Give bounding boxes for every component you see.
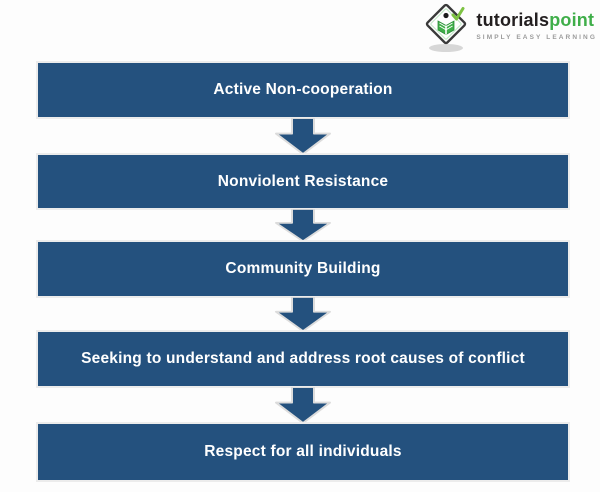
tutorialspoint-diamond-icon	[420, 2, 474, 54]
flow-step-community-building	[38, 242, 568, 296]
down-arrow-icon	[274, 118, 332, 155]
flow-step-label: Community Building	[225, 260, 381, 277]
brand-name-point: point	[549, 10, 595, 30]
flow-step-label: Active Non-cooperation	[213, 81, 393, 98]
down-arrow-icon	[274, 297, 332, 332]
down-arrow-icon	[274, 209, 332, 242]
logo-text	[476, 11, 597, 41]
brand-name-tutorials: tutorials	[476, 10, 550, 30]
brand-name	[476, 10, 594, 30]
flow-step-nonviolent-resistance	[38, 155, 568, 208]
flow-step-label: Nonviolent Resistance	[217, 172, 389, 190]
logo-tagline: SIMPLY EASY LEARNING	[476, 34, 597, 41]
flow-step-respect-for-all-individuals	[38, 424, 568, 480]
flow-step-label: Respect for all individuals	[204, 443, 402, 460]
tutorialspoint-logo	[420, 2, 597, 54]
flow-step-label: Seeking to understand and address root causes of conflict	[81, 350, 525, 367]
flow-step-root-causes-of-conflict	[38, 332, 568, 386]
down-arrow-icon	[274, 387, 332, 424]
flow-step-active-non-cooperation	[38, 63, 568, 117]
